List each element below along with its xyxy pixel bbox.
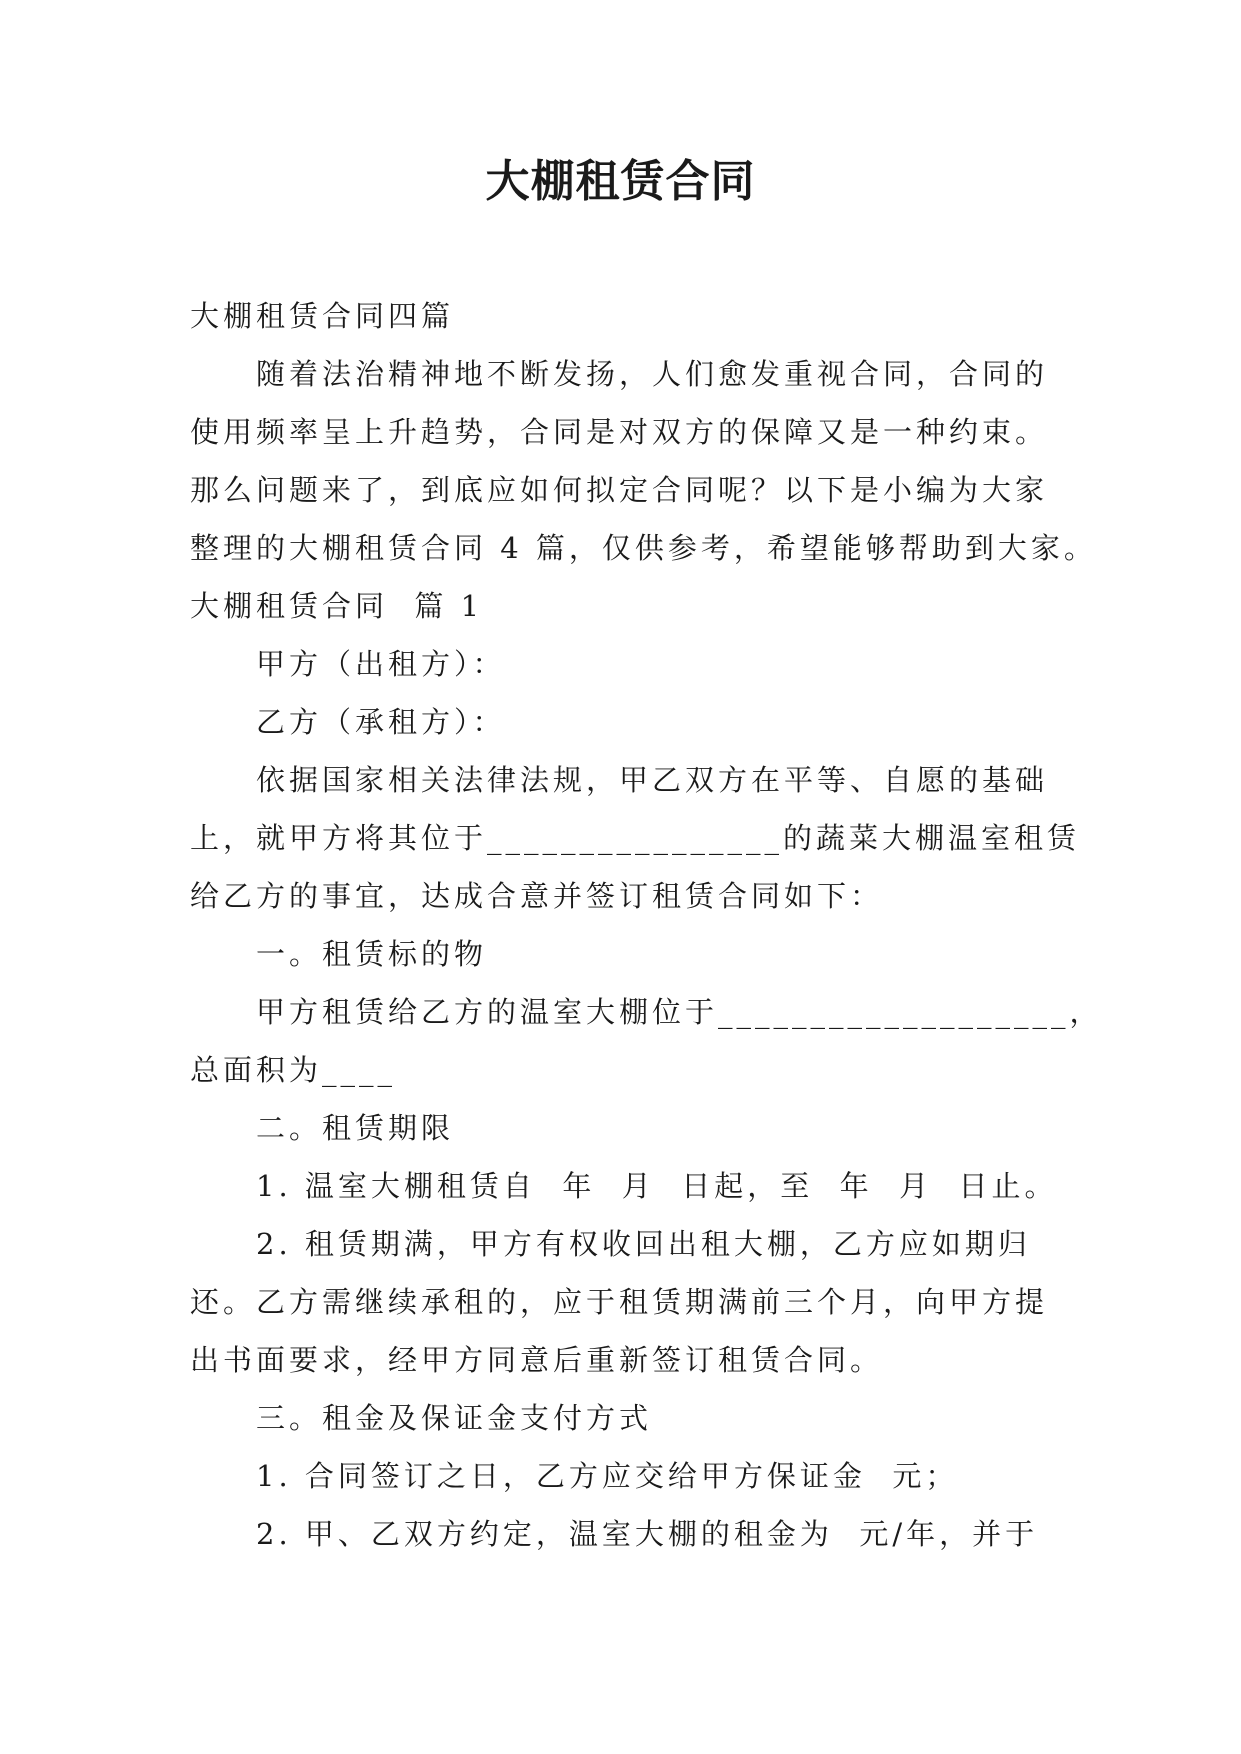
document-line: 一。租赁标的物 <box>256 937 488 971</box>
document-line: 使用频率呈上升趋势，合同是对双方的保障又是一种约束。 <box>190 415 1049 449</box>
document-line: 整理的大棚租赁合同 4 篇，仅供参考，希望能够帮助到大家。 <box>190 531 1097 565</box>
document-title: 大棚租赁合同 <box>485 156 756 207</box>
document-line: 1. 温室大棚租赁自 年 月 日起，至 年 月 日止。 <box>256 1169 1058 1203</box>
document-line: 给乙方的事宜，达成合意并签订租赁合同如下： <box>190 879 884 913</box>
document-line: 出书面要求，经甲方同意后重新签订租赁合同。 <box>190 1343 884 1377</box>
document-line: 还。乙方需继续承租的，应于租赁期满前三个月，向甲方提 <box>190 1285 1049 1319</box>
document-line: 甲方租赁给乙方的温室大棚位于___________________， <box>256 995 1103 1029</box>
document-line: 随着法治精神地不断发扬，人们愈发重视合同，合同的 <box>256 357 1049 391</box>
document-line: 那么问题来了，到底应如何拟定合同呢？以下是小编为大家 <box>190 473 1049 507</box>
document-line: 大棚租赁合同四篇 <box>190 299 455 333</box>
document-line: 2. 甲、乙双方约定，温室大棚的租金为 元/年，并于 <box>256 1517 1039 1551</box>
document-line: 甲方（出租方）： <box>256 647 506 681</box>
document-line: 依据国家相关法律法规，甲乙双方在平等、自愿的基础 <box>256 763 1049 797</box>
document-body <box>190 287 1103 1563</box>
document-line: 上，就甲方将其位于________________的蔬菜大棚温室租赁 <box>190 821 1081 855</box>
document-line: 三。租金及保证金支付方式 <box>256 1401 653 1435</box>
document-line: 二。租赁期限 <box>256 1111 455 1145</box>
document-line: 1. 合同签订之日，乙方应交给甲方保证金 元； <box>256 1459 959 1493</box>
document-line: 2. 租赁期满，甲方有权收回出租大棚，乙方应如期归 <box>256 1227 1031 1261</box>
document-line: 乙方（承租方）： <box>256 705 506 739</box>
document-line: 总面积为____ <box>190 1053 397 1087</box>
document-line: 大棚租赁合同 篇 1 <box>190 589 484 623</box>
